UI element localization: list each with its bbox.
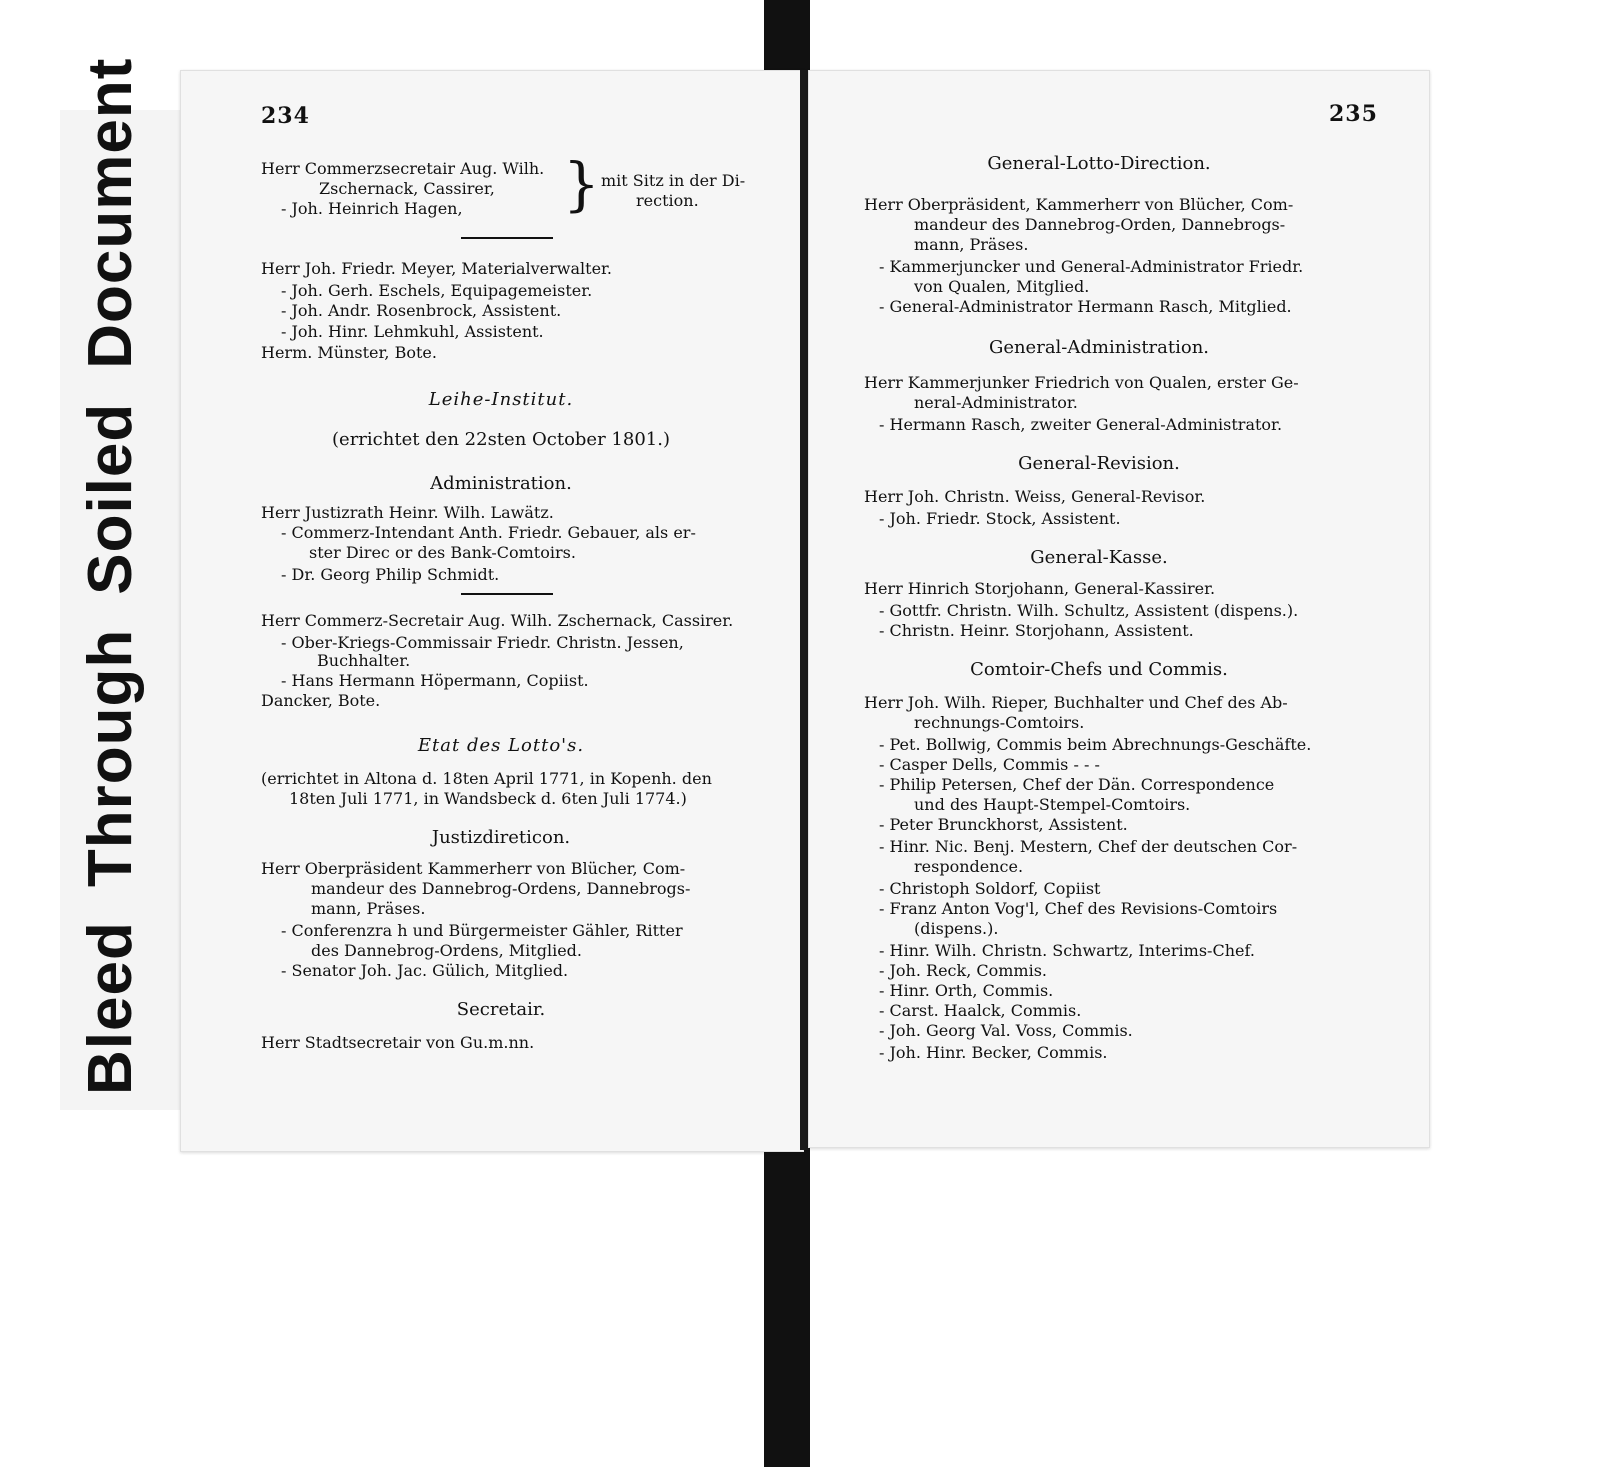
text-line: mandeur des Dannebrog-Orden, Dannebrogs- [914,215,1286,234]
text-line: neral-Administrator. [914,393,1078,412]
text-line: - Philip Petersen, Chef der Dän. Correspondence [879,775,1275,794]
section-title: Leihe-Institut. [428,389,574,410]
text-line: Herr Stadtsecretair von Gu.m.nn. [261,1033,535,1052]
section-heading: General-Revision. [1018,453,1180,474]
text-line: Dancker, Bote. [261,691,381,710]
text-line: Herr Joh. Friedr. Meyer, Materialverwalter. [261,259,613,278]
text-line: - Joh. Heinrich Hagen, [281,199,463,218]
text-line: - Carst. Haalck, Commis. [879,1001,1082,1020]
watermark-label [60,57,180,1110]
divider [461,237,553,239]
text-line: Herr Joh. Christn. Weiss, General-Revisor. [864,487,1206,506]
text-line: Herr Joh. Wilh. Rieper, Buchhalter und Chef des Ab- [864,693,1288,712]
text-line: - Hans Hermann Höpermann, Copiist. [281,671,589,690]
spine-bottom [764,1148,810,1467]
text-line: rection. [636,191,699,210]
text-line: von Qualen, Mitglied. [914,277,1090,296]
section-heading: General-Kasse. [1030,547,1168,568]
text-line: - Joh. Hinr. Lehmkuhl, Assistent. [281,322,544,341]
text-line: - Joh. Friedr. Stock, Assistent. [879,509,1121,528]
section-heading: Secretair. [456,999,546,1020]
text-line: 18ten Juli 1771, in Wandsbeck d. 6ten Juli 1774.) [289,789,687,808]
text-line: Herr Commerzsecretair Aug. Wilh. [261,159,545,178]
text-line: - Franz Anton Vog'l, Chef des Revisions-Comtoirs [879,899,1278,918]
left-page [180,70,804,1152]
section-heading: General-Administration. [988,337,1210,358]
text-line: - Commerz-Intendant Anth. Friedr. Gebauer, als er- [281,523,696,542]
text-line: - General-Administrator Hermann Rasch, Mitglied. [879,297,1292,316]
text-line: - Pet. Bollwig, Commis beim Abrechnungs-Geschäfte. [879,735,1312,754]
text-line: - Ober-Kriegs-Commissair Friedr. Christn. Jessen, [281,633,684,652]
divider [461,593,553,595]
text-line: - Joh. Reck, Commis. [879,961,1047,980]
text-line: - Hinr. Nic. Benj. Mestern, Chef der deutschen Cor- [879,837,1298,856]
text-line: respondence. [914,857,1024,876]
text-line: - Senator Joh. Jac. Gülich, Mitglied. [281,961,569,980]
text-line: mit Sitz in der Di- [601,171,746,190]
text-line: mandeur des Dannebrog-Ordens, Dannebrogs- [311,879,691,898]
text-line: ster Direc or des Bank-Comtoirs. [309,543,576,562]
text-line: Herr Hinrich Storjohann, General-Kassirer. [864,579,1216,598]
section-title: Etat des Lotto's. [417,735,585,756]
text-line: Buchhalter. [317,651,411,670]
text-line: Herm. Münster, Bote. [261,343,437,362]
text-line: Zschernack, Cassirer, [319,179,495,198]
text-line: - Casper Dells, Commis - - - [879,755,1100,774]
spine-top [764,0,810,72]
text-line: (errichtet in Altona d. 18ten April 1771, in Kopenh. den [261,769,712,788]
text-line: rechnungs-Comtoirs. [914,713,1085,732]
text-line: - Christn. Heinr. Storjohann, Assistent. [879,621,1194,640]
text-line: - Kammerjuncker und General-Administrator Friedr. [879,257,1304,276]
text-line: (dispens.). [914,919,999,938]
text-line: Herr Kammerjunker Friedrich von Qualen, erster Ge- [864,373,1299,392]
text-line: - Dr. Georg Philip Schmidt. [281,565,500,584]
text-line: - Joh. Georg Val. Voss, Commis. [879,1021,1133,1040]
text-line: - Hinr. Wilh. Christn. Schwartz, Interims-Chef. [879,941,1255,960]
text-line: mann, Präses. [914,235,1029,254]
text-line: - Hermann Rasch, zweiter General-Administrator. [879,415,1283,434]
text-line: - Christoph Soldorf, Copiist [879,879,1101,898]
text-line: Herr Justizrath Heinr. Wilh. Lawätz. [261,503,554,522]
text-line: Herr Commerz-Secretair Aug. Wilh. Zschernack, Cassirer. [261,611,734,630]
text-line: - Conferenzra h und Bürgermeister Gähler, Ritter [281,921,683,940]
text-line: mann, Präses. [311,899,426,918]
section-heading: Justizdireticon. [431,827,571,848]
page-number-right: 235 [1329,101,1378,127]
text-line: - Joh. Gerh. Eschels, Equipagemeister. [281,281,593,300]
text-line: - Joh. Hinr. Becker, Commis. [879,1043,1108,1062]
page-number-left: 234 [261,103,310,129]
watermark-text: BleedThroughSoiledDocument [76,57,145,1095]
text-line: Herr Oberpräsident Kammerherr von Blücher, Com- [261,859,686,878]
section-heading: Administration. [430,473,572,494]
text-line: Herr Oberpräsident, Kammerherr von Blücher, Com- [864,195,1294,214]
section-subtitle: (errichtet den 22sten October 1801.) [332,429,670,450]
text-line: und des Haupt-Stempel-Comtoirs. [914,795,1191,814]
section-heading: Comtoir-Chefs und Commis. [970,659,1228,680]
right-page [808,70,1430,1148]
text-line: - Peter Brunckhorst, Assistent. [879,815,1128,834]
text-line: des Dannebrog-Ordens, Mitglied. [311,941,582,960]
brace: } [563,150,600,218]
text-line: - Joh. Andr. Rosenbrock, Assistent. [281,301,562,320]
text-line: - Gottfr. Christn. Wilh. Schultz, Assistent (dispens.). [879,601,1299,620]
section-heading: General-Lotto-Direction. [987,153,1211,174]
text-line: - Hinr. Orth, Commis. [879,981,1054,1000]
